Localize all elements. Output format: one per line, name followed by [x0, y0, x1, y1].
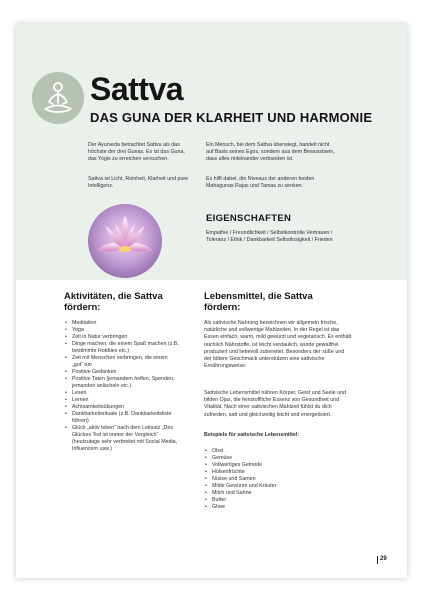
list-item: • Vollwertiges Getreide [204, 462, 344, 469]
examples-heading: Beispiele für sattvische Lebensmittel: [204, 432, 300, 438]
list-item: • Dankbarkeitsrituale (z.B. Dankbarkeitsliste führen) [64, 411, 180, 425]
list-item: • Zeit in Natur verbringen [64, 334, 180, 341]
list-item: • Positive Gedanken [64, 369, 180, 376]
list-item: • Positive Taten (jemandem helfen, Spenden, jemanden anlächeln etc.) [64, 376, 180, 390]
lebensmittel-heading: Lebensmittel, die Sattva fördern: [204, 291, 313, 313]
list-item: • Obst [204, 448, 344, 455]
eigenschaften-heading: EIGENSCHAFTEN [206, 213, 292, 224]
intro-right-paragraph-2: Es hilft dabei, die Niveaus der anderen beiden Mahagunas Rajas und Tamas zu senken. [206, 176, 315, 190]
lebensmittel-paragraph-1: Als sattvische Nahrung bezeichnen wir allgemein frische, natürliche und vollwertige Mahlzeiten. In der Regel ist das Essen einfach, warm, mild gewürzt und vegetarisch. Es enthält reichlich Nährstoffe, ist leicht verdaulich, wurde gewaltfrei produziert und liebevoll zubereitet. Besonders der süße und der bittere Geschmack unterstützen eine sattvische Ernährungsweise. [204, 320, 352, 370]
list-item: • Gemüse [204, 455, 344, 462]
lebensmittel-list [204, 448, 344, 511]
intro-left-paragraph-2: Sattva ist Licht, Reinheit, Klarheit und pure Intelligenz. [88, 176, 189, 190]
list-item: • Lesen [64, 390, 180, 397]
list-item: • Yoga [64, 327, 180, 334]
list-item: • Butter [204, 497, 344, 504]
lotus-flower-image [88, 204, 162, 278]
list-item: • Achtsamkeitsübungen [64, 404, 180, 411]
list-item: • Ghee [204, 504, 344, 511]
document-page [16, 24, 407, 578]
intro-left-paragraph-1: Der Ayurveda betrachtet Sattva als das höchste der drei Gunas. Es ist das Guna, das Yogis zu erreichen versuchen. [88, 142, 185, 163]
eigenschaften-text: Empathie / Freundlichkeit / Selbstkontrolle Vertrauen / Toleranz / Ethik / Dankbarkeit Selbstlosigkeit / Frieden [206, 230, 333, 244]
list-item: • Milde Gewürze und Kräuter [204, 483, 344, 490]
page-number: 29 [380, 556, 387, 562]
list-item: • Meditation [64, 320, 180, 327]
list-item: • Hülsenfrüchte [204, 469, 344, 476]
aktivitaeten-list [64, 320, 180, 453]
intro-right-paragraph-1: Ein Mensch, bei dem Sattva überwiegt, handelt nicht auf Basis seines Egos, sondern aus dem Bewusstsein, dass alles miteinander verbunden ist. [206, 142, 335, 163]
meditation-figure-icon [32, 72, 84, 124]
page-subtitle: DAS GUNA DER KLARHEIT UND HARMONIE [90, 110, 373, 125]
list-item: • Zeit mit Menschen verbringen, die einem „gut“ tun [64, 355, 180, 369]
lebensmittel-paragraph-2: Sattvische Lebensmittel nähren Körper, Geist und Seele und bilden Ojas, die feinstoffliche Essenz von Gesundheit und Vitalität. Nach einer sattvischen Mahlzeit fühlst du dich zufrieden, satt und gleichzeitig leicht und energetisiert. [204, 390, 346, 418]
page-title: Sattva [90, 71, 184, 107]
list-item: • Dinge machen, die einem Spaß machen (z.B. bestimmte Hobbies etc.) [64, 341, 180, 355]
list-item: • Nüsse und Samen [204, 476, 344, 483]
list-item: • Milch und Sahne [204, 490, 344, 497]
list-item: • Lernen [64, 397, 180, 404]
list-item: • Glück „aktiv leben“ nach dem Leitsatz „Des Glückes Tod ist immer der Vergleich“ (heutzutage sehr verbreitet mit Social Media, Influencern usw.) [64, 425, 180, 453]
aktivitaeten-heading: Aktivitäten, die Sattva fördern: [64, 291, 163, 313]
